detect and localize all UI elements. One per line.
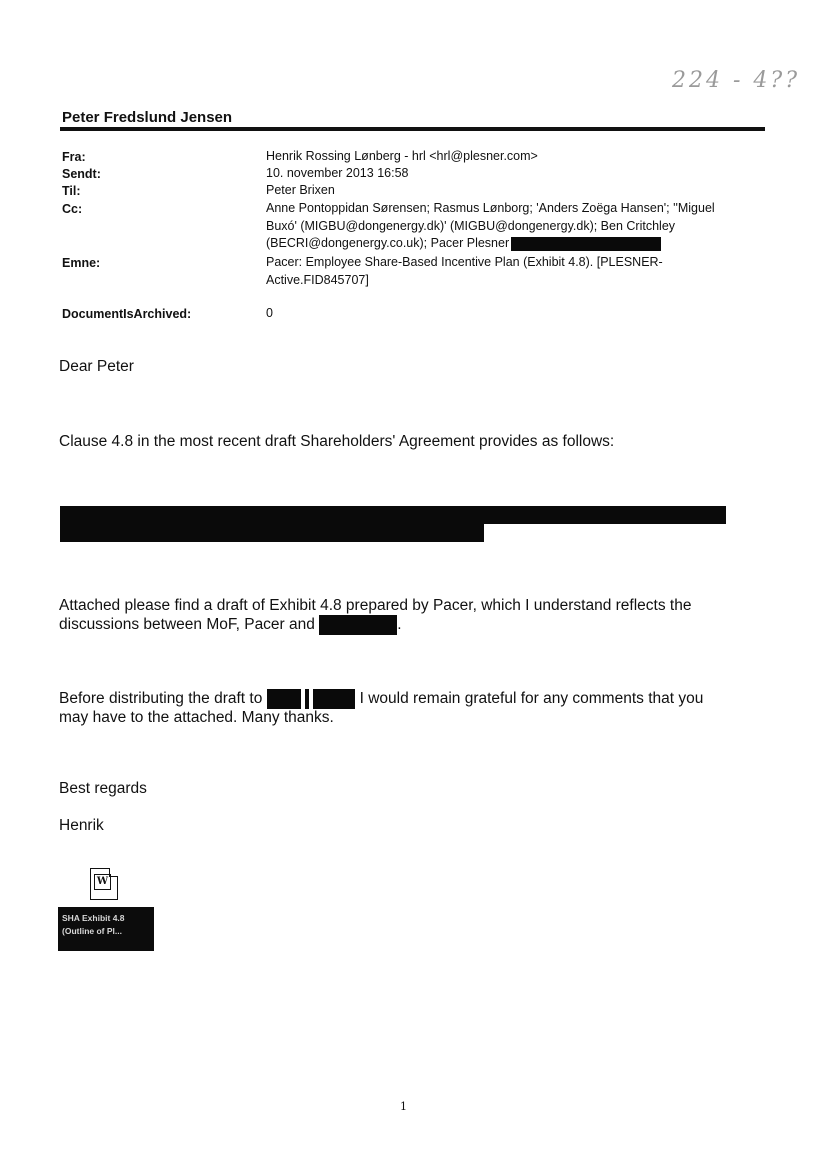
subject-line: Active.FID845707]	[266, 272, 369, 287]
paragraph-line	[59, 615, 691, 635]
redaction-block	[319, 615, 397, 635]
paragraph-line-text: .	[397, 616, 402, 634]
redaction-block	[313, 689, 355, 709]
page-number: 1	[400, 1100, 407, 1113]
mailbox-owner-name: Peter Fredslund Jensen	[62, 109, 233, 126]
handwritten-page-note: 224 - 4??	[672, 68, 800, 93]
archived-value: 0	[266, 306, 273, 320]
attachment-caption[interactable]	[58, 907, 154, 951]
cc-line: Anne Pontoppidan Sørensen; Rasmus Lønborg; 'Anders Zoëga Hansen'; ''Miguel	[266, 201, 715, 215]
paragraph-attached	[59, 597, 691, 635]
subject-label: Emne:	[62, 256, 101, 270]
redaction-block	[511, 237, 661, 251]
subject-value	[266, 254, 746, 289]
paragraph-line: Attached please find a draft of Exhibit 4.8 prepared by Pacer, which I understand reflects the	[59, 597, 692, 614]
paragraph-before-distributing	[59, 689, 703, 727]
paragraph-clause: Clause 4.8 in the most recent draft Shareholders' Agreement provides as follows:	[59, 433, 615, 450]
word-letter: W	[94, 874, 111, 890]
paragraph-line-text: Before distributing the draft to	[59, 690, 263, 708]
paragraph-line-text: I would remain grateful for any comments that you	[359, 690, 704, 708]
cc-line: Buxó' (MIGBU@dongenergy.dk)' (MIGBU@dongenergy.dk); Ben Critchley	[266, 218, 676, 233]
from-value: Henrik Rossing Lønberg - hrl <hrl@plesner.com>	[266, 149, 538, 163]
sent-value: 10. november 2013 16:58	[266, 166, 409, 180]
redaction-block	[305, 689, 309, 709]
cc-line	[266, 235, 746, 253]
cc-label: Cc:	[62, 202, 83, 216]
redacted-clause-line1	[60, 506, 726, 524]
redacted-clause-line2	[60, 523, 484, 542]
attachment-caption-line: (Outline of Pl...	[62, 926, 122, 936]
paragraph-line: may have to the attached. Many thanks.	[59, 709, 334, 726]
paragraph-line-text: discussions between MoF, Pacer and	[59, 616, 315, 634]
from-label: Fra:	[62, 150, 86, 164]
to-value: Peter Brixen	[266, 183, 335, 197]
redaction-block	[267, 689, 301, 709]
archived-label: DocumentIsArchived:	[62, 307, 192, 321]
header-divider	[60, 127, 765, 131]
signature: Henrik	[59, 817, 104, 834]
cc-line-text: (BECRI@dongenergy.co.uk); Pacer Plesner	[266, 236, 510, 250]
paragraph-line	[59, 689, 703, 709]
sent-label: Sendt:	[62, 167, 101, 181]
greeting: Dear Peter	[59, 358, 134, 375]
to-label: Til:	[62, 184, 81, 198]
word-document-icon[interactable]	[90, 868, 118, 900]
subject-line: Pacer: Employee Share-Based Incentive Plan (Exhibit 4.8). [PLESNER-	[266, 255, 663, 269]
cc-value	[266, 200, 746, 253]
attachment-caption-line: SHA Exhibit 4.8	[62, 913, 125, 923]
closing: Best regards	[59, 780, 147, 797]
